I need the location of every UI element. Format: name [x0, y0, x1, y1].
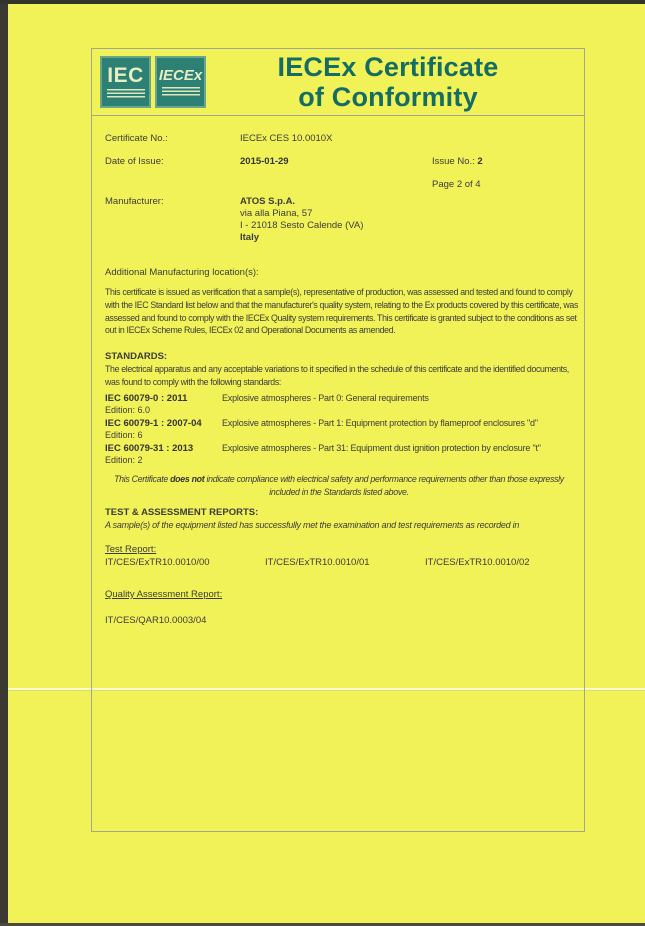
quality-assessment-value: IT/CES/QAR10.0003/04: [105, 615, 207, 626]
standard-code: IEC 60079-0 : 2011: [105, 393, 188, 404]
certificate-no-label: Certificate No.:: [105, 133, 168, 144]
iecex-logo-bars: [162, 87, 200, 97]
standard-edition: Edition: 6: [105, 429, 143, 440]
standard-description: Explosive atmospheres - Part 31: Equipment dust ignition protection by enclosure "t": [222, 443, 541, 453]
test-report-number: IT/CES/ExTR10.0010/02: [425, 557, 530, 568]
test-report-number: IT/CES/ExTR10.0010/01: [265, 557, 370, 568]
certificate-header: [92, 49, 584, 116]
standard-description: Explosive atmospheres - Part 1: Equipment protection by flameproof enclosures "d": [222, 418, 538, 428]
compliance-note-suffix: indicate compliance with electrical safety and performance requirements other than those expressly included in the Standards listed above.: [204, 474, 564, 497]
standard-edition: Edition: 2: [105, 454, 143, 465]
page-title-line2: of Conformity: [298, 82, 478, 112]
iec-logo-bars: [107, 89, 145, 99]
certificate-no-value: IECEx CES 10.0010X: [240, 133, 333, 144]
manufacturer-name: ATOS S.p.A.: [240, 196, 296, 207]
standard-row: [105, 418, 583, 441]
iecex-logo-icon: [155, 56, 206, 108]
page-title: [206, 52, 576, 112]
certificate-frame: [91, 48, 585, 832]
additional-locations-label: Additional Manufacturing location(s):: [105, 267, 259, 278]
test-reports-intro: A sample(s) of the equipment listed has successfully met the examination and test requirements as recorded in: [105, 520, 520, 530]
manufacturer-country: Italy: [240, 232, 260, 243]
standard-row: [105, 393, 583, 416]
iecex-logo-text: IECEx: [158, 67, 203, 84]
manufacturer-address-block: [240, 196, 363, 244]
scan-edge-left: [0, 0, 8, 926]
date-of-issue-value: 2015-01-29: [240, 156, 289, 167]
standard-row: [105, 443, 583, 466]
page-indicator: Page 2 of 4: [432, 179, 481, 190]
test-reports-heading: TEST & ASSESSMENT REPORTS:: [105, 507, 259, 518]
issue-no-value: 2: [477, 156, 483, 167]
verification-paragraph: This certificate is issued as verification that a sample(s), representative of production, was assessed and tested and found to comply with the IEC Standard list below and that the manufacturer's quality system, relating to the Ex products covered by this certificate, was assessed and found to comply with the IECEx Quality system requirements. This certificate is granted subject to the conditions as set out in IECEx Scheme Rules, IECEx 02 and Operational Documents as amended.: [105, 287, 579, 336]
issue-no-label: Issue No.:: [432, 156, 478, 167]
standards-heading: STANDARDS:: [105, 351, 168, 362]
iec-logo-icon: [100, 56, 151, 108]
manufacturer-label: Manufacturer:: [105, 196, 164, 207]
compliance-note: [102, 473, 576, 498]
test-report-label: Test Report:: [105, 544, 157, 555]
manufacturer-address-line: I - 21018 Sesto Calende (VA): [240, 220, 364, 231]
issue-no: [432, 156, 483, 167]
standard-code: IEC 60079-31 : 2013: [105, 443, 194, 454]
standards-intro: The electrical apparatus and any acceptable variations to it specified in the schedule of this certificate and the identified documents, was found to comply with the following standards:: [105, 364, 569, 387]
quality-assessment-label: Quality Assessment Report:: [105, 589, 223, 600]
compliance-note-prefix: This Certificate: [114, 474, 171, 484]
logo-group: [100, 56, 206, 108]
standard-edition: Edition: 6.0: [105, 404, 151, 415]
iec-logo-text: IEC: [107, 64, 144, 87]
manufacturer-address-line: via alla Piana, 57: [240, 208, 313, 219]
page-title-line1: IECEx Certificate: [277, 52, 499, 82]
scan-edge-top: [0, 0, 645, 4]
date-of-issue-label: Date of Issue:: [105, 156, 164, 167]
compliance-note-emphasis: does not: [170, 474, 205, 484]
test-report-number: IT/CES/ExTR10.0010/00: [105, 557, 210, 568]
standard-description: Explosive atmospheres - Part 0: General requirements: [222, 393, 429, 403]
standard-code: IEC 60079-1 : 2007-04: [105, 418, 202, 429]
